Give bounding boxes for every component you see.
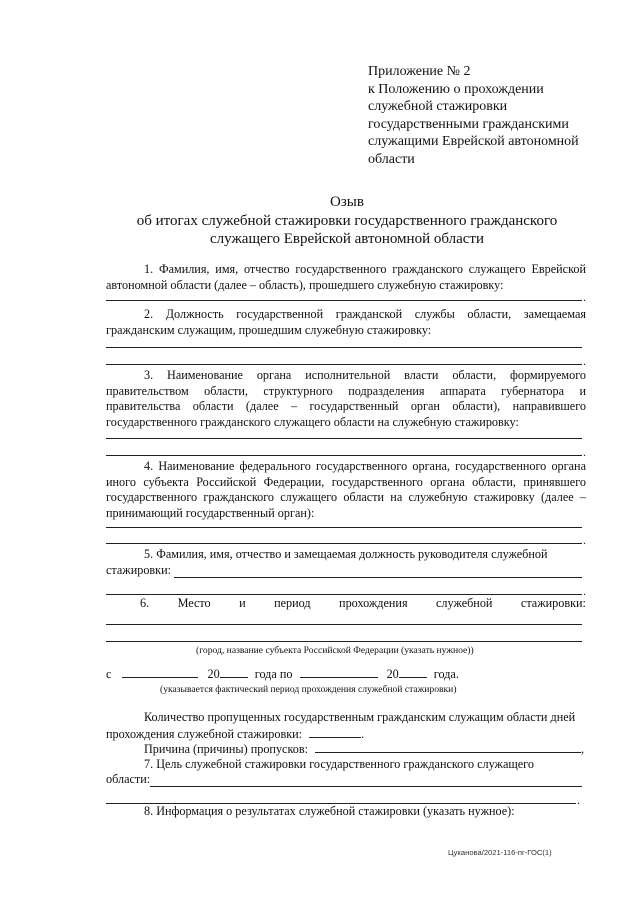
item-2-fill-line-1[interactable] [106, 347, 582, 348]
document-title [100, 193, 594, 248]
item-4-fill-line-2[interactable] [106, 543, 582, 544]
item-1-text: 1. Фамилия, имя, отчество государственного гражданского служащего Еврейской автономной области (далее – область), прошедшего служебную стажировку: [106, 262, 586, 292]
appendix-line: к Положению о прохождении [368, 81, 544, 97]
item-5-line-2 [106, 563, 171, 578]
item-6-word: период [274, 596, 311, 610]
period-year-1-prefix: 20 [207, 667, 220, 681]
period-end-date-field[interactable] [300, 666, 378, 678]
title-main: Озыв [330, 194, 364, 210]
appendix-line: служебной стажировки [368, 99, 508, 114]
item-4-text: 4. Наименование федерального государственного органа, государственного органа иного субъекта Российской Федерации, государственного органа области, принявшего государственного гражданского служащего области на служебную стажировку (далее – принимающий государственный орган): [106, 459, 586, 520]
item-5-fill-line-1[interactable] [174, 577, 582, 578]
appendix-line: служащими Еврейской автономной [368, 134, 579, 149]
item-6-text [140, 596, 586, 611]
item-6-fill-line-2[interactable] [106, 641, 582, 642]
item-6-word: служебной [436, 596, 493, 610]
item-6-word: прохождения [339, 596, 408, 610]
appendix-line: государственными гражданскими [368, 116, 569, 132]
item-5-end-dot: . [583, 584, 586, 598]
item-2-fill-line-2[interactable] [106, 364, 582, 365]
appendix-line: области [368, 151, 415, 167]
period-caption: (указывается фактический период прохождения служебной стажировки) [160, 684, 457, 695]
period-row [106, 666, 459, 682]
reason-label: Причина (причины) пропусков: [144, 742, 308, 756]
period-to-label: года по [254, 667, 293, 681]
item-5-label: стажировки: [106, 563, 172, 577]
title-subtitle-line1: об итогах служебной стажировки государственного гражданского [136, 213, 558, 229]
item-8-text: 8. Информация о результатах служебной стажировки (указать нужное): [144, 804, 515, 818]
item-1-fill-line[interactable] [106, 300, 582, 301]
item-6-caption: (город, название субъекта Российской Федерации (указать нужное)) [196, 645, 474, 656]
item-7-fill-line-1[interactable] [150, 786, 582, 787]
item-3-end-dot: . [583, 445, 586, 459]
item-7-label: области: [106, 772, 151, 786]
period-end-label: года. [433, 667, 459, 681]
appendix-line: Приложение № 2 [368, 64, 471, 79]
period-year-1-field[interactable] [220, 666, 248, 678]
item-4-fill-line-1[interactable] [106, 527, 582, 528]
item-3-fill-line-1[interactable] [106, 438, 582, 439]
period-from-label: с [106, 667, 112, 681]
item-5-fill-line-2[interactable] [106, 594, 582, 595]
item-7-line-2 [106, 772, 150, 787]
item-2-end-dot: . [583, 354, 586, 368]
item-7-end-dot: . [577, 793, 580, 807]
item-6-fill-line-1[interactable] [106, 624, 582, 625]
period-year-2-prefix: 20 [386, 667, 399, 681]
reason-field[interactable] [315, 741, 581, 753]
item-3-text: 3. Наименование органа исполнительной власти области, формируемого правительством области, структурного подразделения аппарата губернатора и правительства области (далее – государственный орган области), направившего государственного гражданского служащего области на служебную стажировку: [106, 368, 586, 429]
reason-row [144, 741, 584, 757]
period-year-2-field[interactable] [399, 666, 427, 678]
item-6-word: Место [177, 596, 211, 610]
missed-days-end: . [361, 727, 365, 741]
item-4-end-dot: . [583, 533, 586, 547]
item-6-word: стажировки: [520, 596, 586, 610]
footer-document-code: Цуканова/2021-116-пг-ГОС(1) [448, 848, 552, 857]
missed-days-line-1: Количество пропущенных государственным гражданским служащим области дней [144, 710, 576, 724]
reason-end-comma: , [581, 742, 585, 756]
item-3-fill-line-2[interactable] [106, 455, 582, 456]
missed-days-label: прохождения служебной стажировки: [106, 727, 303, 741]
title-subtitle-line2: служащего Еврейской автономной области [210, 231, 484, 247]
item-6-word: и [239, 596, 246, 610]
item-1-end-dot: . [583, 290, 586, 304]
appendix-header [368, 63, 608, 168]
missed-days-field[interactable] [309, 726, 361, 738]
item-6-word: 6. [140, 596, 150, 610]
missed-days-line-2 [106, 726, 364, 742]
item-2-text: 2. Должность государственной гражданской службы области, замещаемая гражданским служащим, прошедшим служебную стажировку: [106, 307, 586, 337]
item-7-line-1: 7. Цель служебной стажировки государственного гражданского служащего [144, 757, 534, 771]
period-start-date-field[interactable] [122, 666, 198, 678]
item-5-line-1: 5. Фамилия, имя, отчество и замещаемая должность руководителя служебной [144, 547, 548, 561]
